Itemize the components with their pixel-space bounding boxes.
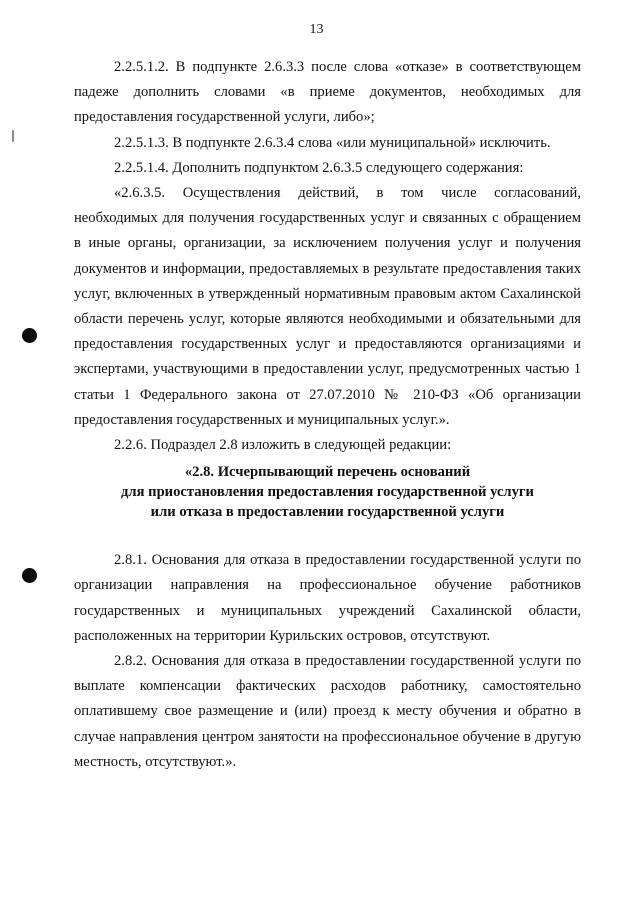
paragraph-2-8-2: 2.8.2. Основания для отказа в предоставлении государственной услуги по выплате компенсации фактических расходов работнику, самостоятельно оплатившему свое размещение и (или) проезд к месту обучения и обратно в случае направления центром занятости на профессиональное обучение в другую местность, отсутствуют.».: [74, 653, 581, 770]
page-number: 13: [309, 22, 324, 37]
paragraph-2-2-6: 2.2.6. Подраздел 2.8 изложить в следующей редакции:: [114, 437, 452, 454]
spacer: [74, 526, 581, 548]
binder-hole-bottom: [22, 568, 37, 583]
paragraph-2-6-3-5: «2.6.3.5. Осуществления действий, в том числе согласований, необходимых для получения государственных услуг и связанных с обращением в иные органы, организации, за исключением получения услуг и получения документов и информации, предоставляемых в результате предоставления таких услуг, включенных в утвержденный нормативным правовым актом Сахалинской области перечень услуг, которые являются необходимыми и обязательными для предоставления государственных услуг и предоставляются организациями и экспертами, участвующими в предоставлении услуг, предусмотренных частью 1 статьи 1 Федерального закона от 27.07.2010 № 210-ФЗ «Об организации предоставления государственных и муниципальных услуг.».: [74, 185, 581, 428]
paragraph-2-2-5-1-4: 2.2.5.1.4. Дополнить подпунктом 2.6.3.5 следующего содержания:: [114, 159, 524, 176]
heading-line-3: или отказа в предоставлении государственной услуги: [150, 504, 505, 521]
paragraph-2-2-5-1-3: 2.2.5.1.3. В подпункте 2.6.3.4 слова «или муниципальной» исключить.: [114, 134, 551, 151]
document-body: [74, 55, 581, 775]
heading-line-2: для приостановления предоставления государственной услуги: [121, 484, 534, 501]
heading-line-1: «2.8. Исчерпывающий перечень оснований: [184, 464, 471, 481]
scan-mark: [12, 130, 14, 142]
section-heading: [74, 462, 581, 522]
binder-hole-top: [22, 328, 37, 343]
paragraph-2-2-5-1-2: 2.2.5.1.2. В подпункте 2.6.3.3 после слова «отказе» в соответствующем падеже дополнить словами «в приеме документов, необходимых для предоставления государственной услуги, либо»;: [74, 59, 581, 126]
paragraph-2-8-1: 2.8.1. Основания для отказа в предоставлении государственной услуги по организации направления на профессиональное обучение работников государственных и муниципальных учреждений Сахалинской области, расположенных на территории Курильских островов, отсутствуют.: [74, 552, 581, 644]
